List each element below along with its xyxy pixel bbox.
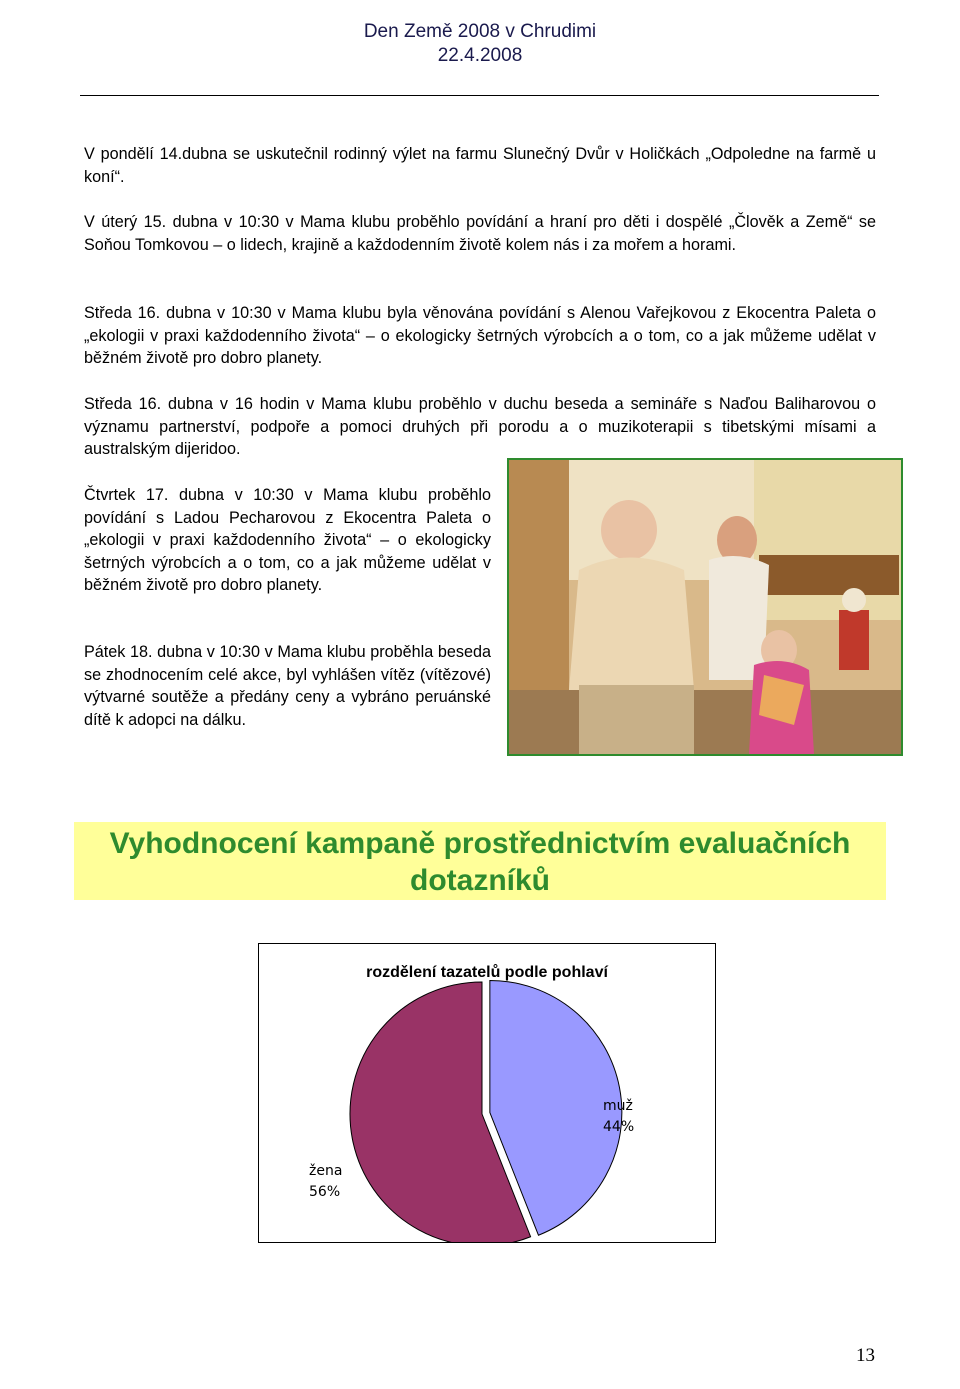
paragraph-wednesday-afternoon: Středa 16. dubna v 16 hodin v Mama klubu proběhlo v duchu beseda a semináře s Naďou Baliharovou o významu partnerství, podpoře a pomoci druhých při porodu a o muzikoterapii s tibetskými mísami a australským dijeridoo. bbox=[84, 395, 876, 458]
paragraph-wednesday-morning: Středa 16. dubna v 10:30 v Mama klubu byla věnována povídání s Alenou Vařejkovou z Ekocentra Paleta o „ekologii v praxi každodenního života“ – o ekologicky šetrných výrobcích a o tom, co a jak můžeme udělat v běžném životě pro dobro planety. bbox=[84, 304, 876, 367]
event-photo bbox=[507, 458, 903, 756]
pie-label-female-category: žena bbox=[309, 1163, 343, 1179]
pie-label-male bbox=[603, 1096, 634, 1138]
paragraph-farm-trip: V pondělí 14.dubna se uskutečnil rodinný výlet na farmu Slunečný Dvůr v Holičkách „Odpoledne na farmě u koní“. bbox=[84, 145, 876, 186]
pie-label-male-category: muž bbox=[603, 1098, 633, 1114]
event-photo-illustration bbox=[509, 460, 901, 754]
pie-label-female-value: 56% bbox=[309, 1184, 341, 1200]
evaluation-heading: Vyhodnocení kampaně prostřednictvím evaluačních dotazníků bbox=[109, 827, 851, 897]
gender-pie-chart bbox=[258, 943, 716, 1243]
paragraph-thursday: Čtvrtek 17. dubna v 10:30 v Mama klubu proběhlo povídání s Ladou Pecharovou z Ekocentra Paleta o „ekologii v praxi každodenního života“ – o ekologicky šetrných výrobcích a o tom, co a jak můžeme udělat v běžném životě pro dobro planety. bbox=[84, 486, 491, 594]
header-title: Den Země 2008 v Chrudimi bbox=[363, 21, 597, 42]
paragraph-friday: Pátek 18. dubna v 10:30 v Mama klubu proběhla beseda se zhodnocením celé akce, byl vyhlášen vítěz (vítězové) výtvarné soutěže a předány ceny a vybráno peruánské dítě k adopci na dálku. bbox=[84, 643, 491, 729]
header-divider bbox=[80, 95, 879, 96]
page-number: 13 bbox=[856, 1345, 875, 1366]
pie-label-female bbox=[309, 1161, 342, 1203]
pie-label-male-value: 44% bbox=[603, 1119, 635, 1135]
chart-title: rozdělení tazatelů podle pohlaví bbox=[366, 964, 608, 981]
evaluation-heading-banner bbox=[74, 822, 886, 900]
header-date: 22.4.2008 bbox=[437, 45, 523, 66]
document-header bbox=[0, 20, 960, 68]
paragraph-tuesday: V úterý 15. dubna v 10:30 v Mama klubu proběhlo povídání a hraní pro děti i dospělé „Člověk a Země“ se Soňou Tomkovou – o lidech, krajině a každodenním životě kolem nás i za mořem a horami. bbox=[84, 213, 876, 254]
